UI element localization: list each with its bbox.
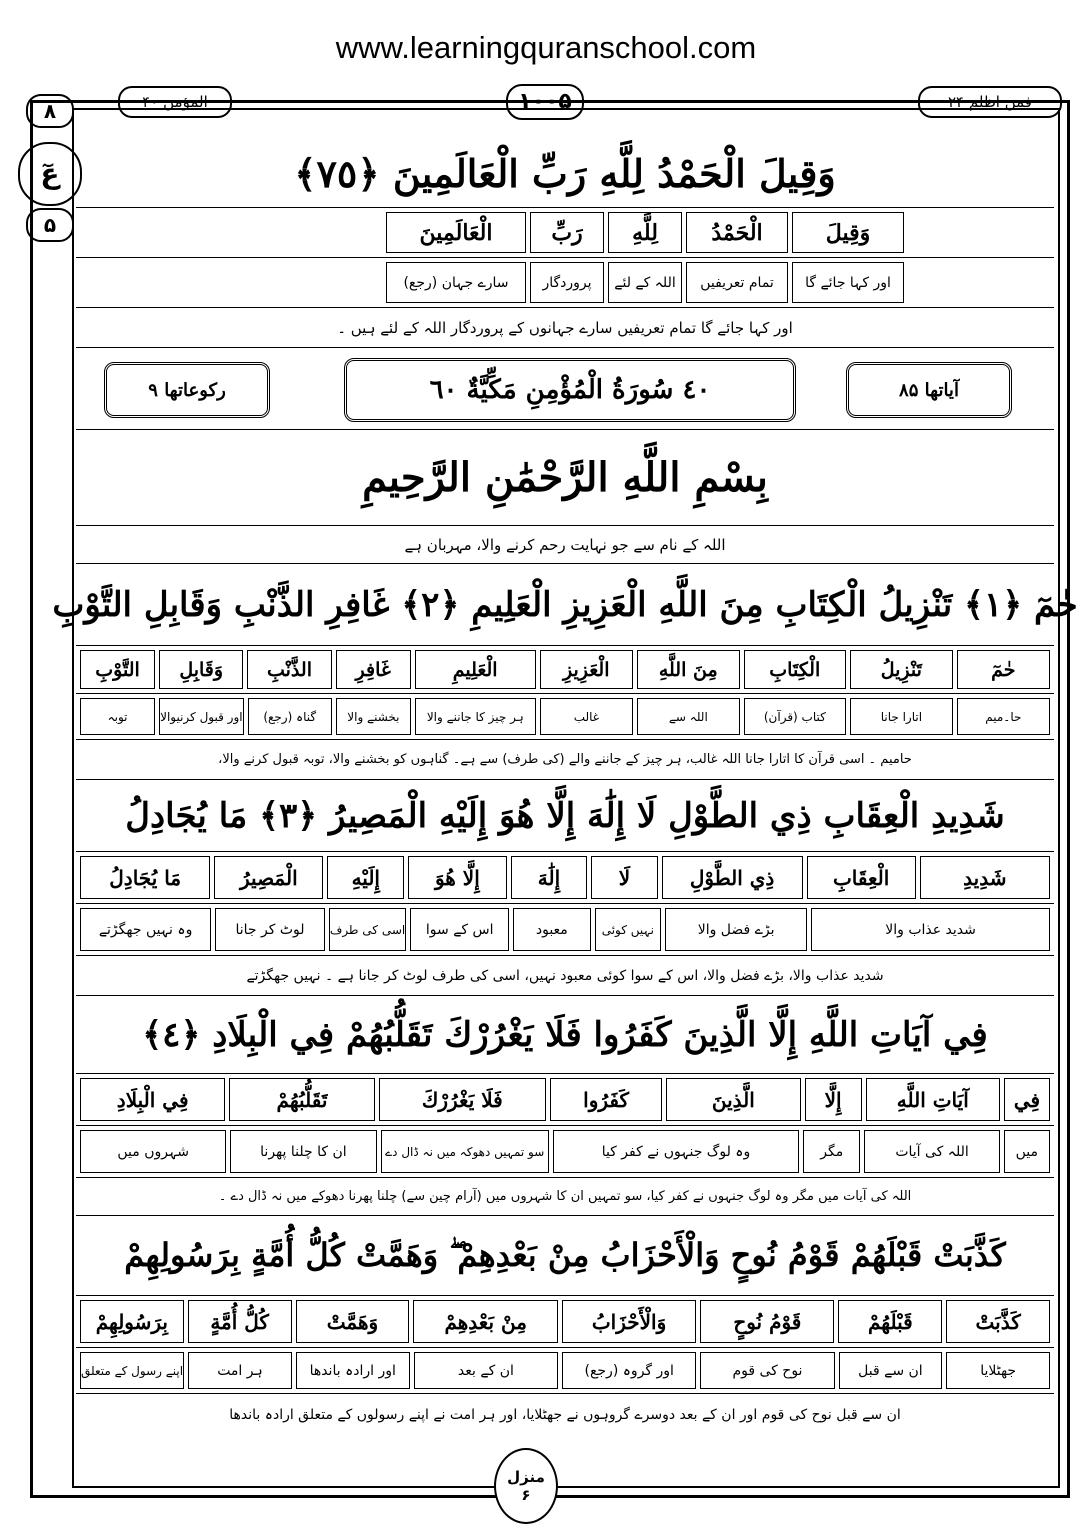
translation-cell: گناہ (رجع) bbox=[248, 698, 332, 735]
verse-3b-full-translation: شدید عذاب والا، بڑے فضل والا، اس کے سوا کوئی معبود نہیں، اسی کی طرف لوٹ کر جانا ہے ۔ نہیں جھگڑتے bbox=[76, 956, 1054, 996]
word-cell: التَّوْبِ bbox=[80, 650, 155, 689]
word-cell: تَقَلُّبُهُمْ bbox=[229, 1078, 374, 1121]
manzil-label: منزل bbox=[507, 1468, 545, 1486]
verse-1-3-words bbox=[76, 646, 1054, 694]
header-right-tag: فمن اظلم ۲۴ bbox=[918, 86, 1062, 118]
translation-cell: وہ نہیں جھگڑتے bbox=[80, 908, 211, 951]
word-cell: رَبِّ bbox=[530, 212, 604, 253]
verse-1-3-full-translation: حامیم ۔ اسی قرآن کا اتارا جانا اللہ غالب، ہر چیز کے جاننے والے (کی طرف) سے ہے۔ گناہوں کو بخشنے والا، توبہ قبول کرنے والا، bbox=[76, 740, 1054, 780]
translation-cell: اللہ کے لئے bbox=[608, 262, 682, 303]
translation-cell: اور گروہ (رجع) bbox=[562, 1352, 696, 1389]
word-cell: تَنْزِيلُ bbox=[850, 650, 953, 689]
word-cell: لِلَّهِ bbox=[608, 212, 682, 253]
word-cell: وَالْأَحْزَابُ bbox=[562, 1300, 696, 1343]
translation-cell: جھٹلایا bbox=[946, 1352, 1050, 1389]
surah-title: ٤٠ سُورَةُ الْمُؤْمِنِ مَكِّيَّةٌ ٦٠ bbox=[344, 358, 796, 422]
verse-3b-arabic: شَدِيدِ الْعِقَابِ ذِي الطَّوْلِ لَا إِلَٰهَ إِلَّا هُوَ إِلَيْهِ الْمَصِيرُ ﴿٣﴾ مَا يُجَادِلُ bbox=[76, 780, 1054, 852]
word-cell: فِي الْبِلَادِ bbox=[80, 1078, 225, 1121]
manzil-marker bbox=[494, 1448, 558, 1524]
word-cell: إِلَيْهِ bbox=[327, 856, 404, 899]
translation-cell: معبود bbox=[513, 908, 590, 951]
verse-1-3-translations bbox=[76, 694, 1054, 740]
translation-cell: شدید عذاب والا bbox=[811, 908, 1050, 951]
translation-cell: اور ارادہ باندھا bbox=[296, 1352, 410, 1389]
translation-cell: لوٹ کر جانا bbox=[215, 908, 325, 951]
word-cell: إِلَّا هُوَ bbox=[408, 856, 506, 899]
verse-75-arabic: وَقِيلَ الْحَمْدُ لِلَّهِ رَبِّ الْعَالَمِينَ ﴿٧٥﴾ bbox=[76, 140, 1054, 208]
verse-4-arabic: فِي آيَاتِ اللَّهِ إِلَّا الَّذِينَ كَفَرُوا فَلَا يَغْرُرْكَ تَقَلُّبُهُمْ فِي الْبِلَادِ ﴿٤﴾ bbox=[76, 996, 1054, 1074]
word-cell: مَا يُجَادِلُ bbox=[80, 856, 210, 899]
word-cell: الْعِقَابِ bbox=[807, 856, 916, 899]
translation-cell: اللہ کی آیات bbox=[864, 1130, 999, 1173]
translation-cell: مگر bbox=[803, 1130, 860, 1173]
word-cell: الْعَالَمِينَ bbox=[386, 212, 526, 253]
verse-4-words bbox=[76, 1074, 1054, 1126]
surah-header bbox=[76, 348, 1054, 430]
verse-5-words bbox=[76, 1296, 1054, 1348]
side-number-bottom: ۵ bbox=[26, 208, 74, 242]
word-cell: وَهَمَّتْ bbox=[296, 1300, 410, 1343]
translation-cell: بخشنے والا bbox=[336, 698, 411, 735]
word-cell: الْكِتَابِ bbox=[744, 650, 847, 689]
word-cell: مِنَ اللَّهِ bbox=[637, 650, 740, 689]
translation-cell: ہر امت bbox=[188, 1352, 292, 1389]
ruku-marker: عٓ bbox=[18, 142, 82, 206]
word-cell: لَا bbox=[591, 856, 657, 899]
translation-cell: شہروں میں bbox=[80, 1130, 226, 1173]
translation-cell: اس کے سوا bbox=[410, 908, 509, 951]
translation-cell: اپنے رسول کے متعلق bbox=[80, 1352, 184, 1389]
translation-cell: وہ لوگ جنہوں نے کفر کیا bbox=[553, 1130, 799, 1173]
translation-cell: ان کے بعد bbox=[414, 1352, 558, 1389]
translation-cell: تمام تعریفیں bbox=[686, 262, 788, 303]
verse-75-words bbox=[76, 208, 1054, 258]
word-cell: إِلَّا bbox=[805, 1078, 862, 1121]
verse-5-arabic: كَذَّبَتْ قَبْلَهُمْ قَوْمُ نُوحٍ وَالْأَحْزَابُ مِنْ بَعْدِهِمْ ۖ وَهَمَّتْ كُلُّ أُمَّةٍ بِرَسُولِهِمْ bbox=[76, 1216, 1054, 1296]
side-number-top: ۸ bbox=[26, 94, 74, 128]
ruku-count: رکوعاتھا ۹ bbox=[104, 362, 270, 418]
bismillah-translation: اللہ کے نام سے جو نہایت رحم کرنے والا، مہربان ہے bbox=[76, 526, 1054, 564]
verse-5-full-translation: ان سے قبل نوح کی قوم اور ان کے بعد دوسرے گروہوں نے جھٹلایا، اور ہر امت نے اپنے رسولوں کے متعلق ارادہ باندھا bbox=[229, 1407, 901, 1423]
translation-cell: اسی کی طرف bbox=[329, 908, 406, 951]
word-cell: مِنْ بَعْدِهِمْ bbox=[413, 1300, 557, 1343]
word-cell: الْحَمْدُ bbox=[686, 212, 788, 253]
verse-3b-translations bbox=[76, 904, 1054, 956]
word-cell: بِرَسُولِهِمْ bbox=[80, 1300, 184, 1343]
bismillah-arabic: بِسْمِ اللَّهِ الرَّحْمَٰنِ الرَّحِيمِ bbox=[76, 430, 1054, 526]
translation-cell: نوح کی قوم bbox=[700, 1352, 834, 1389]
verse-4-translations bbox=[76, 1126, 1054, 1178]
word-cell: كَفَرُوا bbox=[550, 1078, 662, 1121]
verse-4-full-translation: اللہ کی آیات میں مگر وہ لوگ جنہوں نے کفر کیا، سو تمہیں ان کا شہروں میں (آرام چین سے) چلنا پھرنا دھوکے میں نہ ڈال دے ۔ bbox=[76, 1178, 1054, 1216]
translation-cell: غالب bbox=[540, 698, 633, 735]
manzil-number: ۶ bbox=[521, 1486, 531, 1504]
translation-cell: میں bbox=[1004, 1130, 1050, 1173]
page-number: ۱۰۰۵ bbox=[506, 84, 584, 120]
header-left-tag: المؤمن ۴۰ bbox=[118, 86, 232, 118]
word-cell: حٰمٓ bbox=[957, 650, 1050, 689]
word-cell: فِي bbox=[1004, 1078, 1050, 1121]
word-cell: الْعَزِيزِ bbox=[540, 650, 633, 689]
translation-cell: پروردگار bbox=[530, 262, 604, 303]
word-cell: كُلُّ أُمَّةٍ bbox=[188, 1300, 292, 1343]
translation-cell: ہر چیز کا جاننے والا bbox=[415, 698, 536, 735]
word-cell: قَوْمُ نُوحٍ bbox=[700, 1300, 834, 1343]
word-cell: إِلَٰهَ bbox=[511, 856, 588, 899]
word-cell: شَدِيدِ bbox=[920, 856, 1050, 899]
word-cell: كَذَّبَتْ bbox=[946, 1300, 1050, 1343]
translation-cell: توبہ bbox=[80, 698, 155, 735]
translation-cell: ان سے قبل bbox=[839, 1352, 943, 1389]
word-cell: وَقَابِلِ bbox=[159, 650, 243, 689]
verse-75-translations bbox=[76, 258, 1054, 308]
translation-cell: اور قبول کرنیوالا bbox=[159, 698, 244, 735]
translation-cell: حا۔میم bbox=[957, 698, 1050, 735]
translation-cell: کتاب (قرآن) bbox=[744, 698, 847, 735]
word-cell: ذِي الطَّوْلِ bbox=[662, 856, 803, 899]
word-cell: قَبْلَهُمْ bbox=[838, 1300, 942, 1343]
translation-cell: سارے جہان (رجع) bbox=[386, 262, 526, 303]
word-cell: الْعَلِيمِ bbox=[415, 650, 536, 689]
word-cell: آيَاتِ اللَّهِ bbox=[866, 1078, 1000, 1121]
translation-cell: اللہ سے bbox=[637, 698, 740, 735]
word-cell: وَقِيلَ bbox=[792, 212, 904, 253]
verse-5-translations bbox=[76, 1348, 1054, 1394]
ayat-count: آیاتھا ۸۵ bbox=[846, 362, 1012, 418]
site-url: www.learningquranschool.com bbox=[335, 30, 757, 65]
word-cell: فَلَا يَغْرُرْكَ bbox=[379, 1078, 546, 1121]
verse-1-3-arabic: حٰمٓ ﴿١﴾ تَنْزِيلُ الْكِتَابِ مِنَ اللَّهِ الْعَزِيزِ الْعَلِيمِ ﴿٢﴾ غَافِرِ الذَّنْبِ وَقَابِلِ التَّوْبِ bbox=[76, 564, 1054, 646]
verse-3b-words bbox=[76, 852, 1054, 904]
translation-cell: بڑے فضل والا bbox=[665, 908, 807, 951]
word-cell: غَافِرِ bbox=[336, 650, 411, 689]
translation-cell: سو تمہیں دھوکہ میں نہ ڈال دے bbox=[381, 1130, 549, 1173]
word-cell: الذَّنْبِ bbox=[247, 650, 331, 689]
verse-75-full-translation: اور کہا جائے گا تمام تعریفیں سارے جہانوں کے پروردگار اللہ کے لئے ہیں ۔ bbox=[76, 308, 1054, 348]
translation-cell: نہیں کوئی bbox=[595, 908, 662, 951]
translation-cell: اتارا جانا bbox=[850, 698, 953, 735]
translation-cell: اور کہا جائے گا bbox=[792, 262, 904, 303]
word-cell: الْمَصِيرُ bbox=[214, 856, 323, 899]
word-cell: الَّذِينَ bbox=[666, 1078, 800, 1121]
translation-cell: ان کا چلنا پھرنا bbox=[230, 1130, 376, 1173]
